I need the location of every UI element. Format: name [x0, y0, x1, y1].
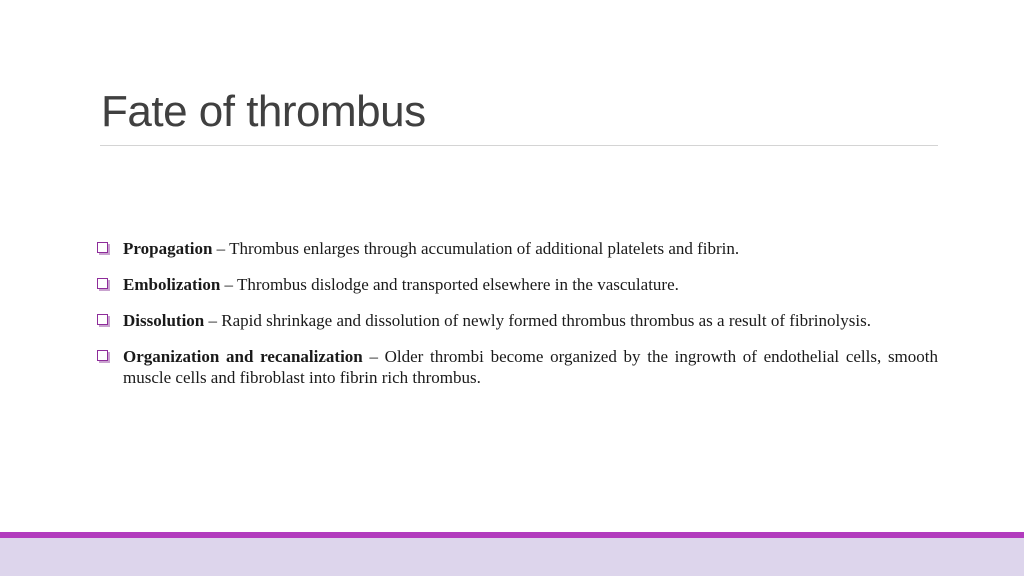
title-divider — [100, 145, 938, 146]
bullet-separator: – — [362, 347, 385, 366]
bullet-separator: – — [220, 275, 237, 294]
bullet-term: Dissolution — [123, 311, 205, 330]
square-bullet-icon — [97, 350, 108, 361]
bullet-item-organization — [96, 346, 938, 388]
footer-band — [0, 538, 1024, 576]
bullet-text: Older thrombi become organized by the ingrowth of endothelial cells, smooth muscle cells and fibroblast into fibrin rich thrombus. — [123, 347, 939, 387]
bullet-separator: – — [212, 239, 230, 258]
bullet-text: Rapid shrinkage and dissolution of newly formed thrombus thrombus as a result of fibrinolysis. — [221, 311, 871, 330]
bullet-term: Propagation — [123, 239, 213, 258]
square-bullet-icon — [97, 278, 108, 289]
bullet-separator: – — [204, 311, 222, 330]
square-bullet-icon — [97, 314, 108, 325]
bullet-term: Organization and recanalization — [123, 347, 363, 366]
slide-title: Fate of thrombus — [101, 87, 426, 136]
bullet-term: Embolization — [123, 275, 221, 294]
bullet-text: Thrombus enlarges through accumulation of additional platelets and fibrin. — [229, 239, 740, 258]
bullet-item-dissolution — [96, 310, 938, 331]
bullet-item-embolization — [96, 274, 938, 295]
bullet-list — [96, 238, 938, 403]
square-bullet-icon — [97, 242, 108, 253]
bullet-item-propagation — [96, 238, 938, 259]
bullet-text: Thrombus dislodge and transported elsewhere in the vasculature. — [237, 275, 679, 294]
